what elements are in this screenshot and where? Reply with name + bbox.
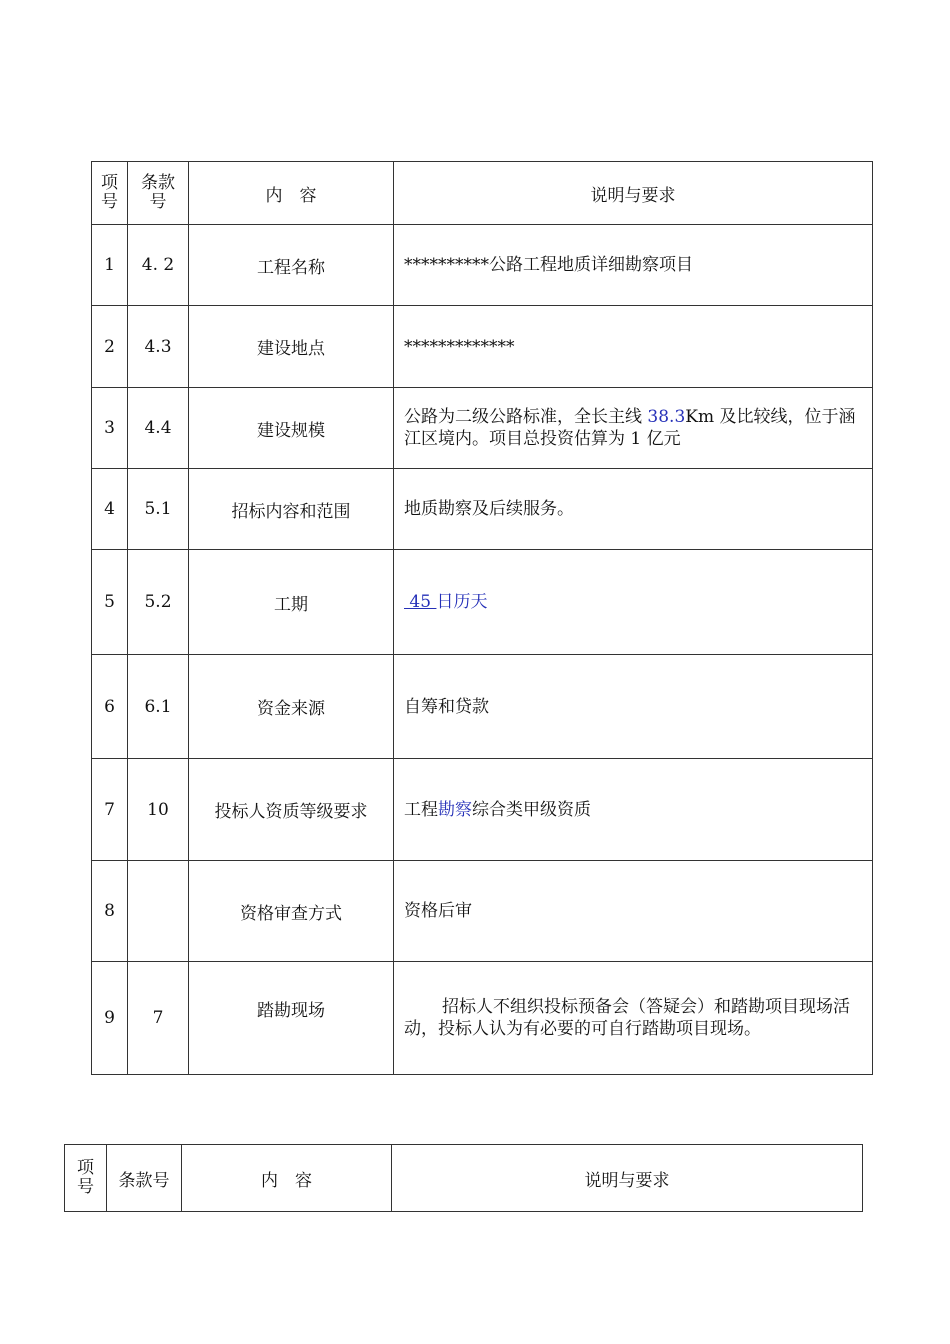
- row-clause: 10: [128, 759, 189, 861]
- row-content: 投标人资质等级要求: [189, 759, 394, 861]
- table-row: [92, 388, 873, 469]
- table-row: [92, 861, 873, 962]
- tender-data-table-continued: [64, 1144, 863, 1212]
- row-number: 1: [92, 225, 128, 306]
- row-description: *************: [394, 306, 873, 388]
- header-clause-line2: 号: [149, 192, 167, 212]
- row-description: [394, 759, 873, 861]
- row-number: 9: [92, 962, 128, 1075]
- table-row: [92, 759, 873, 861]
- tender-data-table: [91, 161, 873, 1075]
- row-content: 建设规模: [189, 388, 394, 469]
- row-description: 地质勘察及后续服务。: [394, 469, 873, 550]
- row-clause: 4.3: [128, 306, 189, 388]
- row-content: 踏勘现场: [189, 962, 394, 1075]
- row-content: 资金来源: [189, 655, 394, 759]
- row-clause: 7: [128, 962, 189, 1075]
- desc-text: 综合类甲级资质: [472, 799, 591, 820]
- duration-unit: 日历天: [436, 592, 488, 612]
- row-clause: 4.4: [128, 388, 189, 469]
- row-number: 3: [92, 388, 128, 469]
- header-clause-line1: 条款: [141, 173, 175, 193]
- table-row: [92, 469, 873, 550]
- table-row: [92, 550, 873, 655]
- header-clause-no: 条款号: [107, 1145, 182, 1212]
- row-description: 招标人不组织投标预备会（答疑会）和踏勘项目现场活动，投标人认为有必要的可自行踏勘项目现场。: [394, 962, 873, 1075]
- duration-days: 45: [404, 592, 437, 612]
- row-content: 工期: [189, 550, 394, 655]
- row-clause: 5.2: [128, 550, 189, 655]
- survey-term: 勘察: [438, 799, 472, 820]
- header-item-no-line2: 号: [77, 1177, 94, 1197]
- row-clause: 5.1: [128, 469, 189, 550]
- row-number: 4: [92, 469, 128, 550]
- length-value: 38.3: [647, 407, 686, 427]
- row-clause: [128, 861, 189, 962]
- table-row: [92, 655, 873, 759]
- row-clause: 6.1: [128, 655, 189, 759]
- row-description: 自筹和贷款: [394, 655, 873, 759]
- table-header-row: [92, 162, 873, 225]
- row-number: 7: [92, 759, 128, 861]
- row-description: [394, 388, 873, 469]
- row-content: 资格审查方式: [189, 861, 394, 962]
- header-clause-no: [128, 162, 189, 225]
- desc-text: Km 及比较线，位于涵江区境内。项目总投资估算为 1 亿元: [404, 407, 856, 449]
- header-description: 说明与要求: [392, 1145, 863, 1212]
- header-item-no-line1: 项: [101, 173, 118, 193]
- row-description: [394, 550, 873, 655]
- row-description: 资格后审: [394, 861, 873, 962]
- header-content: 内 容: [182, 1145, 392, 1212]
- row-content: 工程名称: [189, 225, 394, 306]
- header-item-no: [92, 162, 128, 225]
- row-number: 8: [92, 861, 128, 962]
- header-item-no: [65, 1145, 107, 1212]
- row-number: 6: [92, 655, 128, 759]
- table-row: [92, 306, 873, 388]
- row-content: 招标内容和范围: [189, 469, 394, 550]
- desc-text: 工程: [404, 799, 438, 820]
- desc-text: 公路为二级公路标准，全长主线: [404, 407, 648, 427]
- row-clause: 4. 2: [128, 225, 189, 306]
- header-item-no-line2: 号: [101, 192, 118, 212]
- table-header-row: [65, 1145, 863, 1212]
- row-number: 2: [92, 306, 128, 388]
- row-description: **********公路工程地质详细勘察项目: [394, 225, 873, 306]
- header-description: 说明与要求: [394, 162, 873, 225]
- header-content: 内 容: [189, 162, 394, 225]
- table-row: [92, 962, 873, 1075]
- table-row: [92, 225, 873, 306]
- row-content: 建设地点: [189, 306, 394, 388]
- header-item-no-line1: 项: [77, 1158, 94, 1178]
- row-number: 5: [92, 550, 128, 655]
